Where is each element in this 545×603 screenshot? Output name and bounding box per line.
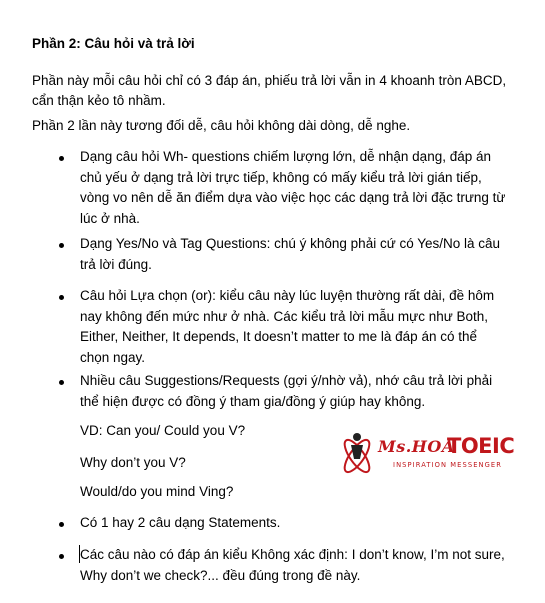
bullet-line: Why don’t we check?... đều đúng trong đề này. [80, 567, 361, 583]
bullet-item-wh-questions [80, 147, 506, 229]
bullet-marker [59, 380, 64, 385]
bullet-item-yes-no [80, 234, 502, 275]
bullet-item-or-questions [80, 286, 502, 368]
logo-name: Ms.HOA [378, 437, 455, 456]
logo-slogan: INSPIRATION MESSENGER [393, 461, 502, 469]
bullet-marker [59, 156, 64, 161]
bullet-line: chủ yếu ở dạng trả lời trực tiếp, không có mấy kiểu trả lời gián tiếp, [80, 169, 482, 185]
bullet-line: vòng vo nên dễ ăn điểm dựa vào việc học các dạng trả lời đặc trưng từ [80, 190, 506, 205]
bullet-item-undetermined [80, 545, 505, 586]
bullet-line: Có 1 hay 2 câu dạng Statements. [80, 515, 281, 530]
ms-hoa-toeic-logo [336, 429, 515, 479]
bullet-line: Câu hỏi Lựa chọn (or): kiểu câu này lúc luyện thường rất dài, đề hôm [80, 288, 495, 303]
section-heading: Phần 2: Câu hỏi và trả lời [32, 36, 195, 51]
bullet-item-suggestions [80, 371, 502, 412]
atom-person-icon [336, 429, 380, 479]
bullet-line: Dạng câu hỏi Wh- questions chiếm lượng lớn, dễ nhận dạng, đáp án [80, 149, 491, 164]
bullet-marker [59, 243, 64, 248]
bullet-line: Nhiều câu Suggestions/Requests (gợi ý/nhờ vả), nhớ câu trả lời phải [80, 373, 493, 388]
summary-paragraph: Phần 2 lần này tương đối dễ, câu hỏi không dài dòng, dễ nghe. [32, 118, 411, 133]
logo-brand: TOEIC [447, 434, 515, 458]
example-line: Would/do you mind Ving? [80, 484, 234, 499]
example-line: Why don’t you V? [80, 455, 186, 470]
bullet-item-statements [80, 513, 502, 534]
bullet-line: lúc ở nhà. [80, 210, 140, 226]
intro-line-2: cẩn thận kẻo tô nhầm. [32, 93, 166, 108]
example-line: VD: Can you/ Could you V? [80, 423, 246, 438]
bullet-marker [59, 554, 64, 559]
bullet-line: chọn ngay. [80, 349, 146, 365]
bullet-line: thể hiện được có đồng ý tham gia/đồng ý giúp hay không. [80, 393, 426, 409]
bullet-marker [59, 295, 64, 300]
intro-line-1: Phần này mỗi câu hỏi chỉ có 3 đáp án, phiếu trả lời vẫn in 4 khoanh tròn ABCD, [32, 73, 507, 88]
bullet-line: nay không đến mức như ở nhà. Các kiểu trả lời mẫu mực như Both, [80, 308, 489, 324]
bullet-line: Dạng Yes/No và Tag Questions: chú ý không phải cứ có Yes/No là câu [80, 236, 501, 251]
bullet-line: Các câu nào có đáp án kiểu Không xác định: I don’t know, I’m not sure, [80, 547, 505, 562]
bullet-line: Either, Neither, It depends, It doesn’t matter to me là đáp án có thể [80, 329, 477, 344]
bullet-line: trả lời đúng. [80, 256, 152, 272]
bullet-marker [59, 522, 64, 527]
